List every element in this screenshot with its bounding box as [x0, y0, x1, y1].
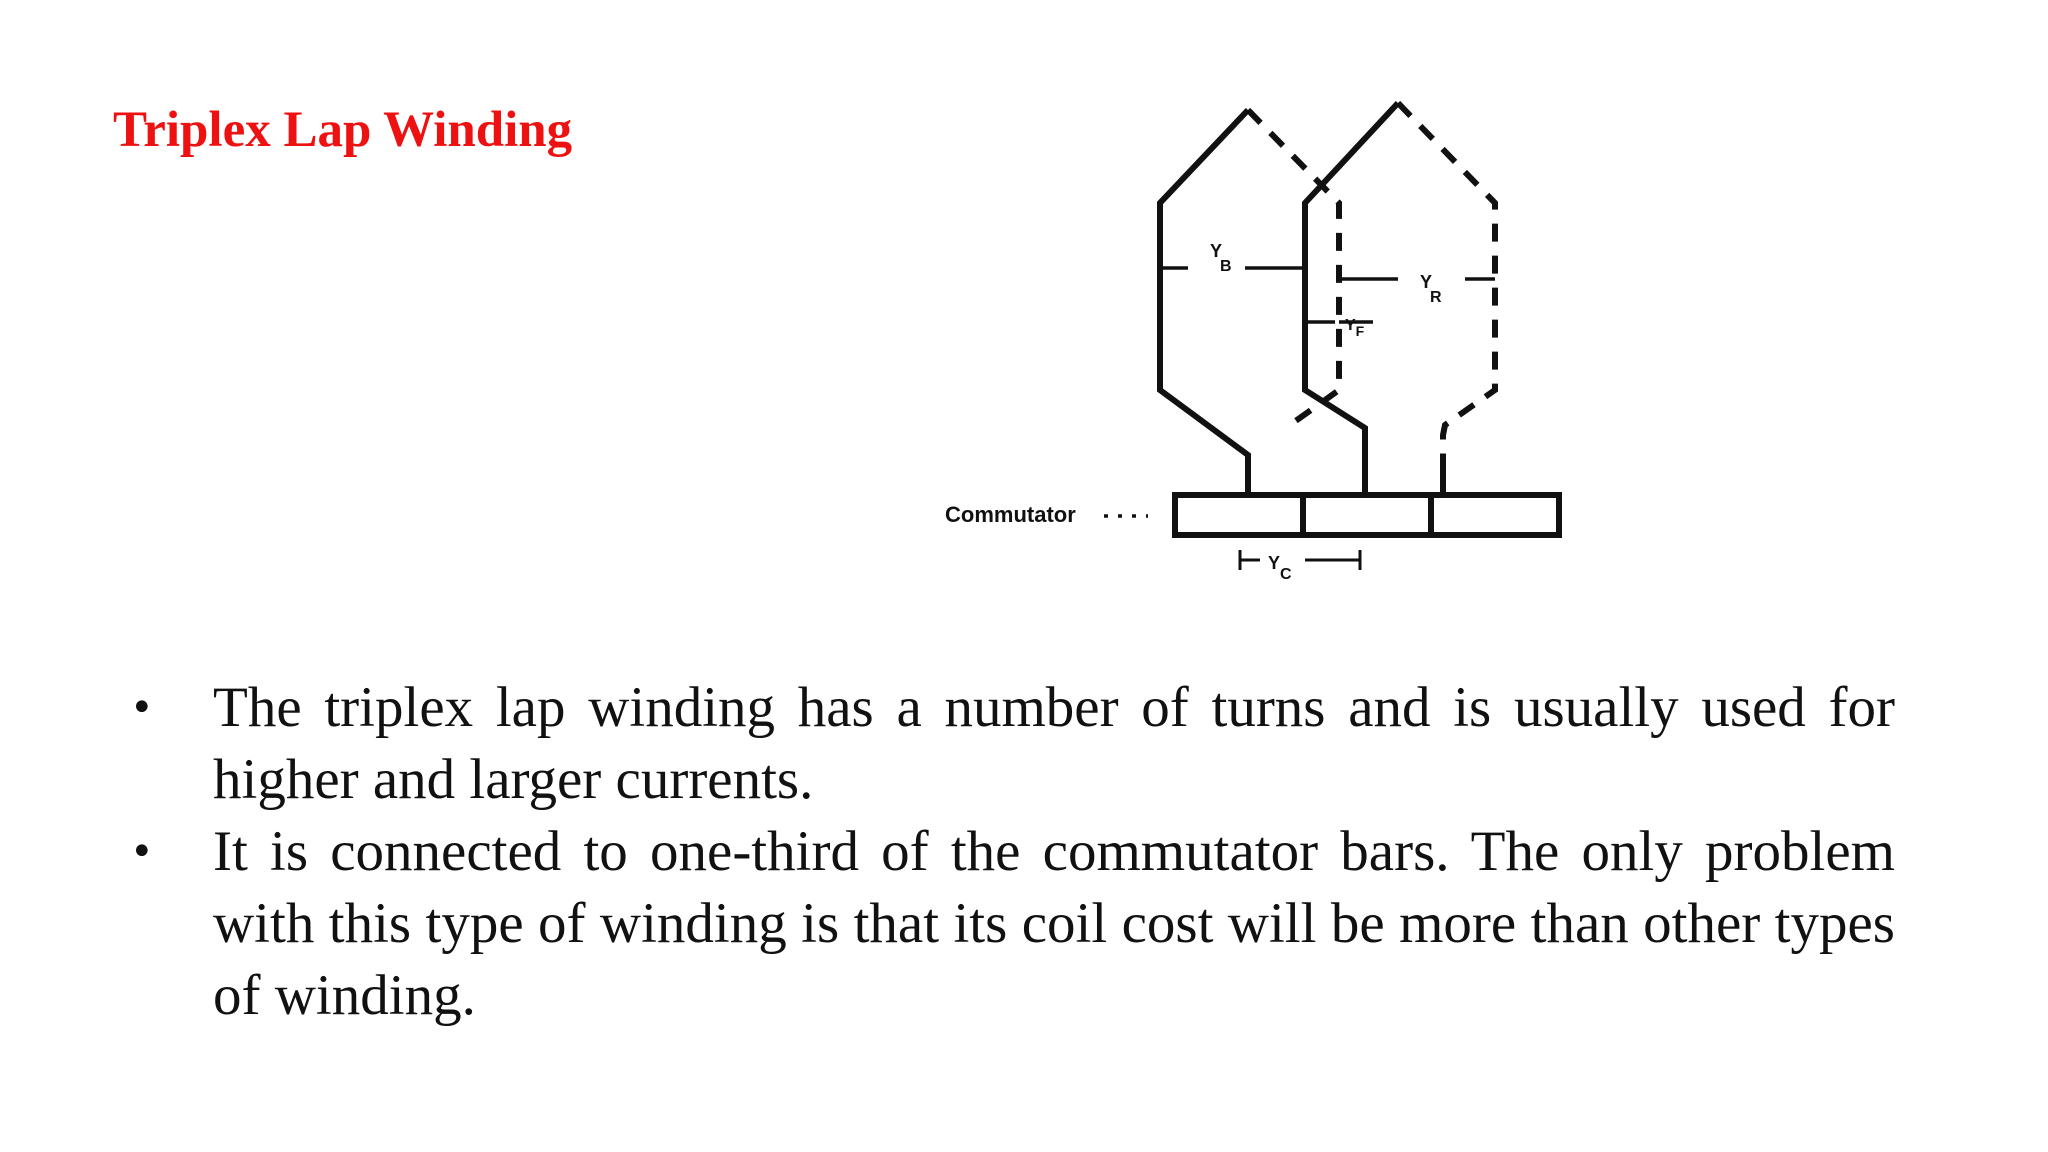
- commutator-bar-1: [1175, 495, 1303, 535]
- commutator-label: Commutator: [945, 502, 1076, 527]
- coil-1-solid: [1160, 110, 1248, 495]
- coil-2-dashed: [1398, 103, 1495, 495]
- commutator-bar-2: [1303, 495, 1431, 535]
- commutator-bar-3: [1431, 495, 1559, 535]
- yc-label: [1268, 553, 1292, 583]
- bullet-text: The triplex lap winding has a number of turns and is usually used for higher and larger currents.: [213, 676, 1895, 811]
- bullet-list: [120, 672, 1895, 1032]
- bullet-dot: •: [130, 685, 154, 731]
- yc-label-sub: C: [1280, 566, 1292, 583]
- yr-label-main: Y: [1420, 272, 1433, 292]
- yr-label-sub: R: [1430, 289, 1442, 306]
- yc-label-main: Y: [1268, 553, 1281, 573]
- yb-label-main: Y: [1210, 241, 1223, 261]
- slide-title: Triplex Lap Winding: [113, 102, 573, 158]
- bullet-dot: •: [130, 829, 154, 875]
- yb-label: [1210, 241, 1232, 275]
- yf-label-main: Y: [1345, 317, 1356, 334]
- bullet-item: [120, 816, 1895, 1032]
- coil-2-solid: [1305, 103, 1398, 495]
- bullet-item: [120, 672, 1895, 816]
- triplex-lap-winding-diagram: [920, 85, 1620, 605]
- yf-label-sub: F: [1355, 323, 1365, 339]
- yb-label-sub: B: [1220, 258, 1232, 275]
- yr-label: [1420, 272, 1442, 306]
- bullet-text: It is connected to one-third of the commutator bars. The only problem with this type of winding is that its coil cost will be more than other types of winding.: [213, 820, 1895, 1027]
